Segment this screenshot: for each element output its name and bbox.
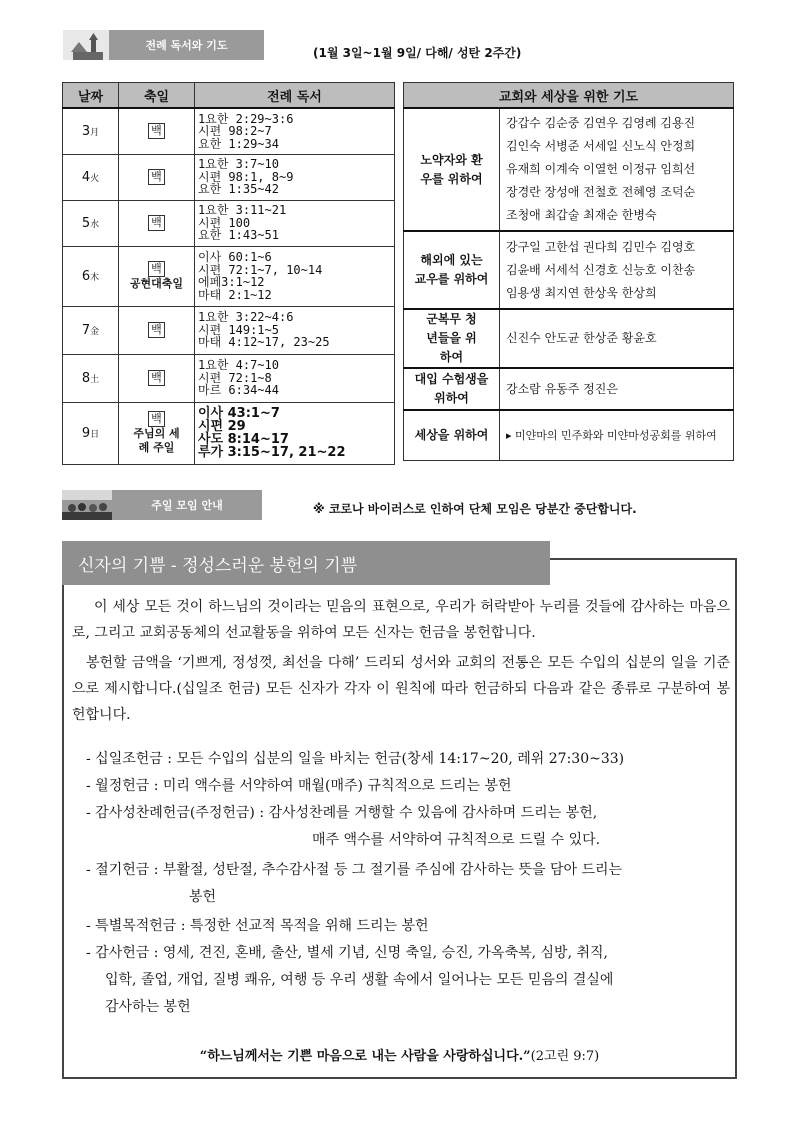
liturgical-color-badge: 백: [148, 370, 165, 386]
liturgy-section-header: 전례 독서와 기도: [109, 30, 264, 60]
prayer-category: 해외에 있는 교우를 위하여: [404, 231, 500, 309]
prayer-category: 군복무 청년들을 위하여: [404, 309, 500, 368]
liturgical-color-badge: 백: [148, 411, 165, 427]
prayer-category: 노약자와 환우를 위하여: [404, 108, 500, 231]
table-row: [63, 402, 395, 464]
bible-quote: “하느님께서는 기쁜 마음으로 내는 사람을 사랑하십니다.”(2고린 9:7): [199, 1049, 600, 1064]
church-icon: [63, 30, 109, 60]
offering-title: 신자의 기쁨 - 정성스러운 봉헌의 기쁨: [62, 541, 550, 585]
date-range: (1월 3일~1월 9일/ 다해/ 성탄 2주간): [313, 46, 522, 60]
prayer-names: 신진수 안도균 한상준 황윤호: [500, 309, 734, 368]
prayer-names: 강소람 유동주 정진은: [500, 368, 734, 410]
date-cell: 4火: [63, 154, 119, 200]
liturgical-color-badge: 백: [148, 123, 165, 139]
col-header-feast: 축일: [119, 83, 195, 109]
offering-item: - 특별목적헌금 : 특정한 선교적 목적을 위해 드리는 봉헌: [86, 918, 429, 934]
prayer-names: 강갑수 김순중 김연우 김영례 김용진 김인숙 서병준 서세일 신노식 안정희 유재희 이계숙 이열헌 이정규 임희선 장경란 장성애 전철호 전혜영 조덕순 조청애 최갑술 최재순 한병숙: [500, 108, 734, 231]
date-cell: 5水: [63, 200, 119, 246]
readings-cell: 이사 43:1~7 시편 29 사도 8:14~17 루가 3:15~17, 21~22: [195, 402, 395, 464]
feast-cell: [119, 354, 195, 402]
date-cell: 7金: [63, 306, 119, 354]
church-thumbnail: [63, 30, 109, 60]
date-cell: 3月: [63, 108, 119, 154]
feast-name: 공현대축일: [129, 277, 184, 290]
readings-cell: 1요한 2:29~3:6 시편 98:2~7 요한 1:29~34: [195, 108, 395, 154]
table-row: [63, 108, 395, 154]
table-row: [404, 231, 734, 309]
feast-cell: [119, 108, 195, 154]
readings-cell: 이사 60:1~6 시편 72:1~7, 10~14 에페3:1~12 마태 2:1~12: [195, 246, 395, 306]
offering-item: - 절기헌금 : 부활절, 성탄절, 추수감사절 등 그 절기를 주심에 감사하는 뜻을 담아 드리는 봉헌: [86, 862, 623, 905]
readings-cell: 1요한 3:22~4:6 시편 149:1~5 마태 4:12~17, 23~25: [195, 306, 395, 354]
meeting-photo-icon: [62, 490, 112, 520]
readings-cell: 1요한 3:7~10 시편 98:1, 8~9 요한 1:35~42: [195, 154, 395, 200]
prayer-table: [403, 82, 734, 461]
table-row: [63, 154, 395, 200]
table-row: [404, 108, 734, 231]
col-header-readings: 전례 독서: [195, 83, 395, 109]
prayer-category: 대입 수험생을 위하여: [404, 368, 500, 410]
readings-cell: 1요한 3:11~21 시편 100 요한 1:43~51: [195, 200, 395, 246]
table-row: [63, 200, 395, 246]
liturgical-color-badge: 백: [148, 261, 165, 277]
feast-name: 주님의 세례 주일: [133, 427, 180, 454]
offering-item: - 십일조헌금 : 모든 수입의 십분의 일을 바치는 헌금(창세 14:17~20, 레위 27:30~33): [86, 751, 625, 767]
feast-cell: [119, 200, 195, 246]
table-row: [404, 309, 734, 368]
offering-paragraph-1: 이 세상 모든 것이 하느님의 것이라는 믿음의 표현으로, 우리가 허락받아 누리를 것들에 감사하는 마음으로, 그리고 교회공동체의 선교활동을 위하여 모든 신자는 헌금을 봉헌합니다.: [72, 599, 730, 641]
liturgical-color-badge: 백: [148, 322, 165, 338]
offering-item: - 감사성찬례헌금(주정헌금) : 감사성찬례를 거행할 수 있음에 감사하며 드리는 봉헌, 매주 액수를 서약하여 규칙적으로 드릴 수 있다.: [86, 805, 601, 848]
table-row: [63, 246, 395, 306]
date-cell: 9日: [63, 402, 119, 464]
table-row: [404, 368, 734, 410]
meeting-section-header: 주일 모임 안내: [112, 490, 262, 520]
feast-cell: [119, 306, 195, 354]
prayer-table-header: 교회와 세상을 위한 기도: [404, 83, 734, 109]
prayer-category: 세상을 위하여: [404, 410, 500, 460]
table-row: [63, 354, 395, 402]
date-cell: 8土: [63, 354, 119, 402]
table-row: [404, 410, 734, 460]
covid-notice: ※ 코로나 바이러스로 인하여 단체 모임은 당분간 중단합니다.: [313, 502, 637, 516]
col-header-date: 날짜: [63, 83, 119, 109]
prayer-names: ▸ 미얀마의 민주화와 미얀마성공회를 위하여: [500, 410, 734, 460]
readings-table: [62, 82, 395, 465]
offering-item: - 감사헌금 : 영세, 견진, 혼배, 출산, 별세 기념, 신명 축일, 승진, 가옥축복, 심방, 취직, 입학, 졸업, 개업, 질병 쾌유, 여행 등 우리 생활 속에서 일어나는 모든 믿음의 결실에 감사하는 봉헌: [86, 945, 614, 1015]
liturgical-color-badge: 백: [148, 215, 165, 231]
offering-paragraph-2: 봉헌할 금액을 ‘기쁘게, 정성껏, 최선을 다해’ 드리되 성서와 교회의 전통은 모든 수입의 십분의 일을 기준으로 제시합니다.(십일조 헌금) 모든 신자가 각자 이 원칙에 따라 헌금하되 다음과 같은 종류로 구분하여 봉헌합니다.: [72, 655, 730, 723]
prayer-names: 강구일 고한섭 권다희 김민수 김영호 김윤배 서세석 신경호 신능호 이찬송 임용생 최지연 한상욱 한상희: [500, 231, 734, 309]
feast-cell: [119, 154, 195, 200]
offering-item: - 월정헌금 : 미리 액수를 서약하여 매월(매주) 규칙적으로 드리는 봉헌: [86, 778, 512, 794]
liturgical-color-badge: 백: [148, 169, 165, 185]
meeting-photo: [62, 490, 112, 520]
feast-cell: [119, 402, 195, 464]
readings-cell: 1요한 4:7~10 시편 72:1~8 마르 6:34~44: [195, 354, 395, 402]
feast-cell: [119, 246, 195, 306]
date-cell: 6木: [63, 246, 119, 306]
table-row: [63, 306, 395, 354]
